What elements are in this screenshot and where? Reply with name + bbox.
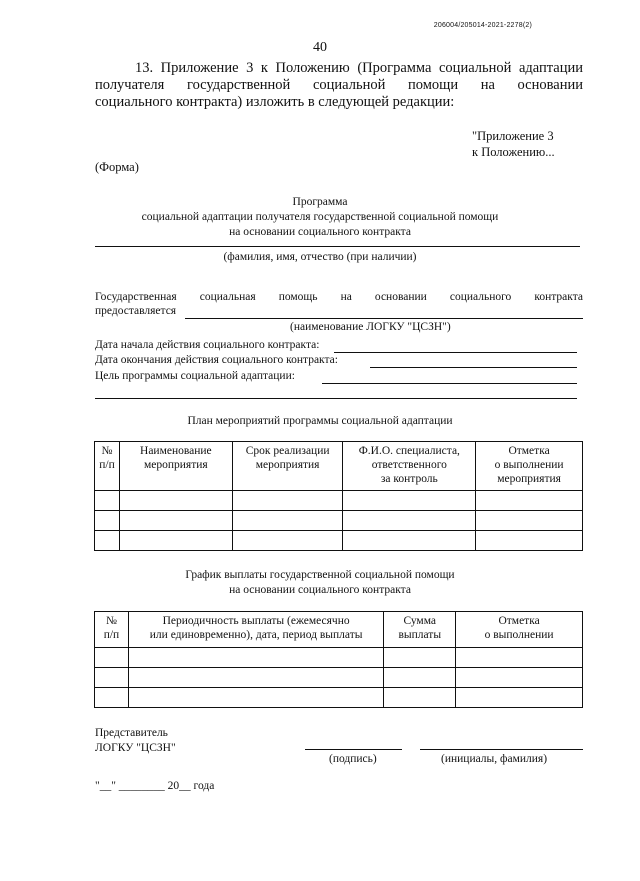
header-text: за контроль — [380, 473, 438, 485]
provision-line-2: предоставляется — [95, 305, 177, 317]
table-row — [95, 511, 583, 531]
table-cell[interactable] — [119, 511, 232, 531]
table-cell[interactable] — [476, 511, 583, 531]
payment-col-periodicity — [128, 612, 383, 648]
header-text: Периодичность выплаты (ежемесячно — [162, 615, 350, 627]
fio-caption: (фамилия, имя, отчество (при наличии) — [223, 251, 417, 263]
provision-word: контракта — [534, 291, 583, 303]
form-label: (Форма) — [95, 160, 139, 174]
document-id: 206004/205014-2021-2278(2) — [433, 22, 532, 29]
table-cell[interactable] — [343, 491, 476, 511]
payment-title-line-1: График выплаты государственной социальной помощи — [185, 569, 455, 581]
header-text: выплаты — [398, 629, 442, 641]
header-text: № — [101, 445, 113, 457]
header-text: Срок реализации — [245, 445, 330, 457]
plan-col-status — [476, 442, 583, 491]
table-cell[interactable] — [128, 688, 383, 708]
header-text: п/п — [103, 629, 120, 641]
payment-title-line-2: на основании социального контракта — [229, 584, 411, 596]
header-text: п/п — [99, 459, 115, 471]
provider-caption: (наименование ЛОГКУ "ЦСЗН") — [290, 321, 451, 333]
table-cell[interactable] — [456, 668, 583, 688]
payment-table-title — [0, 568, 640, 598]
goal-input-line-2[interactable] — [95, 398, 577, 399]
name-caption: (инициалы, фамилия) — [441, 753, 548, 765]
provision-word: помощь — [278, 291, 318, 303]
provision-word: Государственная — [95, 291, 177, 303]
provision-line-1 — [95, 291, 583, 303]
table-cell[interactable] — [476, 531, 583, 551]
table-cell[interactable] — [95, 668, 129, 688]
plan-col-responsible — [343, 442, 476, 491]
table-row — [95, 531, 583, 551]
payment-col-number — [95, 612, 129, 648]
table-cell[interactable] — [232, 531, 343, 551]
payment-col-status — [456, 612, 583, 648]
table-cell[interactable] — [343, 511, 476, 531]
header-text: № — [105, 615, 117, 627]
header-text: ответственного — [371, 459, 447, 471]
intro-line-3: социального контракта) изложить в следующей редакции: — [95, 94, 455, 110]
table-cell[interactable] — [95, 648, 129, 668]
intro-line-1: 13. Приложение 3 к Положению (Программа социальной адаптации — [135, 60, 583, 76]
header-text: или единовременно), дата, период выплаты — [149, 629, 363, 641]
table-cell[interactable] — [119, 531, 232, 551]
plan-col-number — [95, 442, 120, 491]
table-cell[interactable] — [128, 668, 383, 688]
goal-input-line[interactable] — [322, 383, 577, 384]
table-cell[interactable] — [128, 648, 383, 668]
table-cell[interactable] — [456, 648, 583, 668]
signature-caption: (подпись) — [329, 753, 377, 765]
table-row — [95, 668, 583, 688]
payment-table-header-row — [95, 612, 583, 648]
start-date-label: Дата начала действия социального контракта: — [95, 339, 320, 351]
header-text: мероприятия — [255, 459, 320, 471]
provision-word: социального — [449, 291, 512, 303]
program-title-line-1: Программа — [292, 196, 348, 208]
appendix-line-2: к Положению... — [472, 145, 555, 159]
payment-col-amount — [384, 612, 456, 648]
header-text: мероприятия — [143, 459, 208, 471]
provision-word: на — [340, 291, 352, 303]
table-row — [95, 491, 583, 511]
header-text: о выполнении — [484, 629, 554, 641]
table-cell[interactable] — [95, 491, 120, 511]
table-cell[interactable] — [476, 491, 583, 511]
start-date-input-line[interactable] — [334, 352, 577, 353]
header-text: Отметка — [508, 445, 550, 457]
name-input-line[interactable] — [420, 749, 583, 750]
payment-table — [94, 611, 583, 708]
intro-paragraph — [95, 60, 583, 111]
table-cell[interactable] — [384, 688, 456, 708]
end-date-label: Дата окончания действия социального контракта: — [95, 354, 338, 366]
provision-word: основании — [374, 291, 427, 303]
table-cell[interactable] — [95, 511, 120, 531]
representative-block — [95, 726, 176, 756]
plan-col-deadline — [232, 442, 343, 491]
program-title-line-3: на основании социального контракта — [229, 226, 411, 238]
header-text: Ф.И.О. специалиста, — [358, 445, 460, 457]
header-text: Сумма — [403, 615, 437, 627]
table-cell[interactable] — [384, 668, 456, 688]
table-cell[interactable] — [384, 648, 456, 668]
header-text: о выполнении — [494, 459, 564, 471]
table-row — [95, 688, 583, 708]
date-field[interactable]: "__" ________ 20__ года — [95, 780, 215, 792]
table-cell[interactable] — [232, 491, 343, 511]
header-text: Наименование — [140, 445, 212, 457]
fio-input-line[interactable] — [95, 246, 580, 247]
end-date-input-line[interactable] — [370, 367, 577, 368]
table-cell[interactable] — [232, 511, 343, 531]
provision-word: социальная — [199, 291, 256, 303]
program-title-line-2: социальной адаптации получателя государственной социальной помощи — [141, 211, 499, 223]
representative-line-1: Представитель — [95, 727, 168, 739]
goal-label: Цель программы социальной адаптации: — [95, 370, 295, 382]
header-text: мероприятия — [497, 473, 561, 485]
program-title — [0, 195, 640, 240]
provider-input-line[interactable] — [185, 318, 583, 319]
header-text: Отметка — [498, 615, 540, 627]
plan-table-title: План мероприятий программы социальной адаптации — [187, 415, 453, 427]
page-number: 40 — [313, 40, 327, 55]
table-cell[interactable] — [456, 688, 583, 708]
signature-input-line[interactable] — [305, 749, 402, 750]
table-row — [95, 648, 583, 668]
table-cell[interactable] — [343, 531, 476, 551]
plan-col-name — [119, 442, 232, 491]
representative-line-2: ЛОГКУ "ЦСЗН" — [95, 742, 176, 754]
plan-table — [94, 441, 583, 551]
intro-line-2: получателя государственной социальной помощи на основании — [95, 77, 583, 93]
table-cell[interactable] — [95, 531, 120, 551]
table-cell[interactable] — [95, 688, 129, 708]
table-cell[interactable] — [119, 491, 232, 511]
appendix-line-1: "Приложение 3 — [472, 129, 554, 143]
plan-table-header-row — [95, 442, 583, 491]
appendix-reference — [472, 128, 555, 160]
